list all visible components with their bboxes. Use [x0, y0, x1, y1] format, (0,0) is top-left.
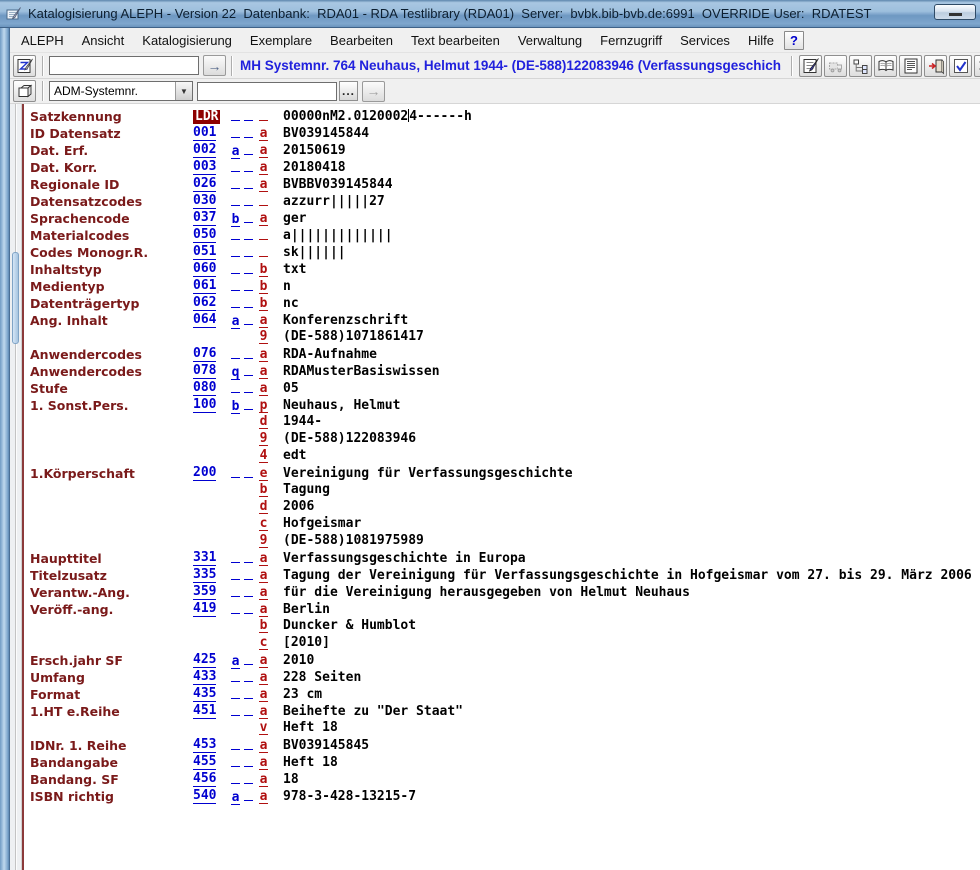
field-value[interactable]: Tagung	[283, 482, 330, 497]
notepad-pen-icon	[16, 57, 34, 75]
field-tag-link[interactable]: 331	[193, 550, 217, 565]
subfield-code[interactable]: a	[259, 686, 268, 702]
field-value[interactable]: Hofgeismar	[283, 516, 362, 531]
field-label: Datensatzcodes	[30, 193, 143, 209]
field-row	[24, 141, 980, 158]
subfield-code[interactable]: a	[259, 142, 268, 158]
text-caret	[408, 109, 409, 122]
subfield-code[interactable]: 9	[259, 533, 268, 548]
field-value[interactable]: (DE-588)1081975989	[283, 533, 424, 548]
field-indicators	[231, 175, 259, 193]
field-indicators	[231, 379, 259, 397]
field-row	[24, 328, 980, 345]
field-row	[24, 464, 980, 481]
bridge-icon	[977, 57, 980, 75]
subfield-code[interactable]: e	[259, 465, 268, 481]
field-value[interactable]: ger	[283, 210, 307, 226]
field-value[interactable]: Berlin	[283, 601, 330, 617]
field-value[interactable]: 2010	[283, 652, 315, 668]
splitter[interactable]	[15, 104, 17, 870]
field-indicators	[231, 277, 259, 295]
field-row	[24, 158, 980, 175]
field-tag-link[interactable]: 433	[193, 669, 217, 684]
field-row	[24, 668, 980, 685]
subfield-code[interactable]: a	[259, 754, 268, 770]
field-label: Ang. Inhalt	[30, 312, 108, 328]
field-row	[24, 107, 980, 124]
field-indicators	[231, 770, 259, 788]
field-value[interactable]: 978-3-428-13215-7	[283, 788, 417, 804]
field-indicators	[231, 736, 259, 754]
subfield-code[interactable]: 9	[259, 431, 268, 446]
field-row	[24, 226, 980, 243]
field-label: Verantw.-Ang.	[30, 584, 130, 600]
field-indicators	[231, 345, 259, 363]
menu-aleph[interactable]: ALEPH	[21, 32, 64, 48]
editor-left-gutter	[10, 104, 22, 870]
record-go-button[interactable]: →	[203, 55, 226, 76]
field-tag-link[interactable]: 080	[193, 380, 217, 395]
field-label: Anwendercodes	[30, 363, 142, 379]
notepad-pen-icon	[802, 57, 820, 75]
separator	[231, 56, 233, 76]
field-row	[24, 702, 980, 719]
minimize-button[interactable]	[934, 4, 976, 20]
field-value[interactable]: (DE-588)1071861417	[283, 329, 424, 344]
field-label: Datenträgertyp	[30, 295, 140, 311]
field-indicators	[231, 158, 259, 176]
subfield-code[interactable]: a	[259, 669, 268, 685]
field-value[interactable]: n	[283, 278, 291, 294]
help-button[interactable]: ?	[784, 31, 804, 50]
record-bar-button[interactable]	[13, 55, 36, 77]
field-row	[24, 498, 980, 515]
admin-search-input[interactable]	[197, 82, 337, 101]
subfield-code[interactable]: a	[259, 210, 268, 226]
menu-fernzugriff[interactable]: Fernzugriff	[600, 32, 663, 48]
field-label: 1.HT e.Reihe	[30, 703, 120, 719]
field-indicators: a	[231, 651, 259, 669]
separator	[791, 56, 793, 76]
field-indicators: a	[231, 311, 259, 329]
field-value[interactable]: sk||||||	[283, 244, 346, 260]
separator	[42, 56, 44, 76]
field-label: 1.Körperschaft	[30, 465, 135, 481]
field-indicators	[231, 668, 259, 686]
field-row	[24, 600, 980, 617]
field-tag-link[interactable]: 030	[193, 193, 217, 208]
field-tag-link[interactable]: 455	[193, 754, 217, 769]
field-row	[24, 413, 980, 430]
subfield-code[interactable]: a	[259, 737, 268, 753]
titlebar	[0, 0, 980, 28]
field-indicators	[231, 549, 259, 567]
field-tag-link[interactable]: 359	[193, 584, 217, 599]
field-tag-link[interactable]: 435	[193, 686, 217, 701]
field-label: Umfang	[30, 669, 85, 685]
menu-ansicht[interactable]: Ansicht	[81, 32, 125, 48]
record-rows	[24, 104, 980, 870]
subfield-code[interactable]	[259, 192, 283, 210]
field-indicators	[231, 583, 259, 601]
field-row	[24, 787, 980, 804]
field-indicators	[231, 685, 259, 703]
subfield-code[interactable]: d	[259, 499, 268, 514]
field-tag-link[interactable]: 419	[193, 601, 217, 616]
field-label: Bandang. SF	[30, 771, 119, 787]
field-row	[24, 362, 980, 379]
field-label: ID Datensatz	[30, 125, 121, 141]
field-value[interactable]: nc	[283, 295, 299, 311]
field-row	[24, 549, 980, 566]
field-tag-link[interactable]: 037	[193, 210, 217, 225]
field-value[interactable]: Tagung der Vereinigung für Verfassungsgeschichte in Hofgeismar vom 27. bis 29. März 2006	[283, 567, 972, 583]
field-indicators	[231, 243, 259, 261]
subfield-code[interactable]: p	[259, 397, 268, 413]
field-label: Stufe	[30, 380, 68, 396]
menu-exemplare[interactable]: Exemplare	[249, 32, 313, 48]
field-row	[24, 430, 980, 447]
field-indicators	[231, 226, 259, 244]
subfield-code[interactable]	[259, 107, 283, 125]
field-indicators	[231, 702, 259, 720]
field-indicators: q	[231, 362, 259, 380]
field-tag-link[interactable]: 050	[193, 227, 217, 242]
field-tag-link[interactable]: 062	[193, 295, 217, 310]
field-row	[24, 481, 980, 498]
field-value[interactable]: edt	[283, 448, 307, 463]
window-frame-left	[0, 28, 10, 870]
field-value[interactable]: 05	[283, 380, 299, 396]
open-book-button[interactable]	[874, 55, 897, 77]
door-exit-icon	[927, 57, 945, 75]
field-indicators	[231, 600, 259, 618]
field-value[interactable]: Duncker & Humblot	[283, 618, 417, 633]
cart-icon	[827, 57, 845, 75]
subfield-code[interactable]: a	[259, 176, 268, 192]
field-row	[24, 243, 980, 260]
tree-view-button[interactable]	[849, 55, 872, 77]
admin-toolbar	[10, 79, 980, 104]
field-tag-link[interactable]: 002	[193, 142, 217, 157]
field-row	[24, 719, 980, 736]
field-tag-link[interactable]: LDR	[195, 108, 219, 124]
field-row	[24, 260, 980, 277]
field-value[interactable]: RDAMusterBasiswissen	[283, 363, 440, 379]
field-tag-link[interactable]: 026	[193, 176, 217, 191]
tree-view-icon	[852, 57, 870, 75]
field-value[interactable]: 20180418	[283, 159, 346, 175]
field-tag-link[interactable]: 064	[193, 312, 217, 327]
field-value[interactable]: 00000nM2.01200024------h	[283, 108, 472, 124]
field-value[interactable]: 18	[283, 771, 299, 787]
field-label: Inhaltstyp	[30, 261, 102, 277]
app-icon	[6, 6, 22, 22]
edit-record-button[interactable]	[799, 55, 822, 77]
field-value[interactable]: [2010]	[283, 635, 330, 650]
field-label: Materialcodes	[30, 227, 130, 243]
scrollbar-thumb[interactable]	[12, 252, 19, 344]
field-row	[24, 770, 980, 787]
open-book-icon	[877, 57, 895, 75]
field-tag-link[interactable]: 061	[193, 278, 217, 293]
search-type-value: ADM-Systemnr.	[54, 84, 139, 98]
field-label: ISBN richtig	[30, 788, 114, 804]
record-toolbar	[10, 53, 980, 79]
split-editor-button[interactable]	[974, 55, 980, 77]
field-row	[24, 396, 980, 413]
exit-button[interactable]	[924, 55, 947, 77]
subfield-code[interactable]: a	[259, 380, 268, 396]
field-label: Dat. Erf.	[30, 142, 89, 158]
separator	[42, 81, 44, 101]
field-tag-link[interactable]: 456	[193, 771, 217, 786]
subfield-code[interactable]: 9	[259, 329, 268, 344]
subfield-code[interactable]: a	[259, 703, 268, 719]
field-indicators: a	[231, 141, 259, 159]
field-value[interactable]: 1944-	[283, 414, 323, 429]
field-label: Veröff.-ang.	[30, 601, 114, 617]
field-tag-link[interactable]: 540	[193, 788, 217, 803]
subfield-code[interactable]: b	[259, 261, 268, 277]
field-label: Bandangabe	[30, 754, 118, 770]
field-value[interactable]: Konferenzschrift	[283, 312, 409, 328]
field-row	[24, 277, 980, 294]
field-value[interactable]: Beihefte zu "Der Staat"	[283, 703, 464, 719]
field-label: Ersch.jahr SF	[30, 652, 123, 668]
field-label: Format	[30, 686, 81, 702]
menubar	[10, 28, 980, 53]
field-row	[24, 447, 980, 464]
field-tag-link[interactable]: 060	[193, 261, 217, 276]
stacked-records-icon	[16, 82, 34, 100]
field-value[interactable]: BV039145845	[283, 737, 370, 753]
subfield-code[interactable]: d	[259, 414, 268, 429]
subfield-code[interactable]: a	[259, 652, 268, 668]
field-label: Medientyp	[30, 278, 105, 294]
subfield-code[interactable]	[259, 226, 283, 244]
field-row	[24, 379, 980, 396]
field-value[interactable]: 23 cm	[283, 686, 323, 702]
subfield-code[interactable]: a	[259, 346, 268, 362]
subfield-code[interactable]: a	[259, 771, 268, 787]
subfield-code[interactable]: a	[259, 550, 268, 566]
field-row	[24, 685, 980, 702]
field-row	[24, 532, 980, 549]
subfield-code[interactable]: b	[259, 295, 268, 311]
field-row	[24, 651, 980, 668]
field-value[interactable]: txt	[283, 261, 307, 277]
field-value[interactable]: Vereinigung für Verfassungsgeschichte	[283, 465, 573, 481]
field-row	[24, 311, 980, 328]
field-row	[24, 345, 980, 362]
menu-bearbeiten[interactable]: Bearbeiten	[330, 32, 393, 48]
field-label: Haupttitel	[30, 550, 102, 566]
subfield-code[interactable]: b	[259, 482, 268, 497]
subfield-code[interactable]: c	[259, 635, 268, 650]
field-tag-link[interactable]: 335	[193, 567, 217, 582]
admin-go-button[interactable]: →	[362, 81, 385, 102]
field-row	[24, 753, 980, 770]
field-tag-link[interactable]: 100	[193, 397, 217, 412]
field-value[interactable]: Heft 18	[283, 754, 338, 770]
subfield-code[interactable]	[259, 243, 283, 261]
field-value[interactable]: azzurr|||||27	[283, 193, 385, 209]
subfield-code[interactable]: a	[259, 312, 268, 328]
subfield-code[interactable]: a	[259, 125, 268, 141]
record-header-text: MH Systemnr. 764 Neuhaus, Helmut 1944- (DE-588)122083946 (Verfassungsgeschich	[240, 58, 781, 73]
menu-text-bearbeiten[interactable]: Text bearbeiten	[410, 32, 500, 48]
subfield-code[interactable]: a	[259, 584, 268, 600]
field-row	[24, 583, 980, 600]
field-value[interactable]: Neuhaus, Helmut	[283, 397, 401, 413]
field-tag-link[interactable]: 425	[193, 652, 217, 667]
field-indicators	[231, 464, 259, 482]
full-list-button[interactable]	[899, 55, 922, 77]
record-search-input[interactable]	[49, 56, 199, 75]
field-tag-link[interactable]: 078	[193, 363, 217, 378]
field-label: Codes Monogr.R.	[30, 244, 149, 260]
field-indicators	[231, 124, 259, 142]
subfield-code[interactable]: v	[259, 720, 268, 735]
field-indicators	[231, 294, 259, 312]
field-tag-link[interactable]: 453	[193, 737, 217, 752]
field-indicators: a	[231, 787, 259, 805]
menu-hilfe[interactable]: Hilfe	[747, 32, 774, 48]
field-label: IDNr. 1. Reihe	[30, 737, 127, 753]
menu-katalogisierung[interactable]: Katalogisierung	[142, 32, 232, 48]
chevron-down-icon[interactable]: ▼	[175, 82, 192, 100]
field-indicators	[231, 566, 259, 584]
field-label: Anwendercodes	[30, 346, 142, 362]
field-value[interactable]: RDA-Aufnahme	[283, 346, 377, 362]
subfield-code[interactable]: a	[259, 601, 268, 617]
field-value[interactable]: a|||||||||||||	[283, 227, 393, 243]
field-label: Dat. Korr.	[30, 159, 98, 175]
subfield-code[interactable]: 4	[259, 448, 268, 463]
field-value[interactable]: (DE-588)122083946	[283, 431, 417, 446]
copy-record-button[interactable]	[13, 80, 36, 102]
browse-button[interactable]: ...	[339, 81, 358, 101]
subfield-code[interactable]: a	[259, 363, 268, 379]
field-value[interactable]: Verfassungsgeschichte in Europa	[283, 550, 526, 566]
subfield-code[interactable]: b	[259, 278, 268, 294]
field-indicators	[231, 753, 259, 771]
field-row	[24, 566, 980, 583]
field-row	[24, 515, 980, 532]
catalog-editor	[10, 104, 980, 870]
field-indicators	[231, 107, 259, 125]
subfield-code[interactable]: c	[259, 516, 268, 531]
field-value[interactable]: für die Vereinigung herausgegeben von Helmut Neuhaus	[283, 584, 690, 600]
menu-services[interactable]: Services	[680, 32, 730, 48]
field-row	[24, 209, 980, 226]
field-indicators	[231, 192, 259, 210]
field-label: Satzkennung	[30, 108, 122, 124]
field-indicators: b	[231, 209, 259, 227]
subfield-code[interactable]: a	[259, 159, 268, 175]
field-tag-link[interactable]: 003	[193, 159, 217, 174]
minimize-icon	[949, 13, 962, 16]
field-row	[24, 617, 980, 634]
menu-verwaltung[interactable]: Verwaltung	[517, 32, 583, 48]
record-toolbar-icons	[798, 55, 980, 77]
field-indicators	[231, 260, 259, 278]
field-row	[24, 294, 980, 311]
field-label: Sprachencode	[30, 210, 130, 226]
subfield-code[interactable]: a	[259, 567, 268, 583]
field-label: 1. Sonst.Pers.	[30, 397, 129, 413]
field-tag-link[interactable]: 200	[193, 465, 217, 480]
field-row	[24, 192, 980, 209]
subfield-code[interactable]: b	[259, 618, 268, 633]
field-value[interactable]: 20150619	[283, 142, 346, 158]
field-row	[24, 175, 980, 192]
subfield-code[interactable]: a	[259, 788, 268, 804]
field-indicators: b	[231, 396, 259, 414]
field-value[interactable]: 2006	[283, 499, 315, 514]
list-icon	[902, 57, 920, 75]
field-row	[24, 634, 980, 651]
field-tag-link[interactable]: 451	[193, 703, 217, 718]
field-row	[24, 124, 980, 141]
field-value[interactable]: BVBBV039145844	[283, 176, 393, 192]
field-label: Regionale ID	[30, 176, 120, 192]
window-title: Katalogisierung ALEPH - Version 22 Datenbank: RDA01 - RDA Testlibrary (RDA01) Server: bvbk.bib-bvb.de:6991 OVERRIDE User: RDATEST	[28, 6, 872, 21]
field-value[interactable]: Heft 18	[283, 720, 338, 735]
field-tag-link[interactable]: 051	[193, 244, 217, 259]
field-tag-link[interactable]: 076	[193, 346, 217, 361]
field-value[interactable]: BV039145844	[283, 125, 370, 141]
field-value[interactable]: 228 Seiten	[283, 669, 362, 685]
field-row	[24, 736, 980, 753]
push-record-button[interactable]	[824, 55, 847, 77]
search-type-combobox[interactable]	[49, 81, 193, 101]
check-record-button[interactable]	[949, 55, 972, 77]
field-tag-link[interactable]: 001	[193, 125, 217, 140]
field-label: Titelzusatz	[30, 567, 107, 583]
checkbox-icon	[952, 57, 970, 75]
